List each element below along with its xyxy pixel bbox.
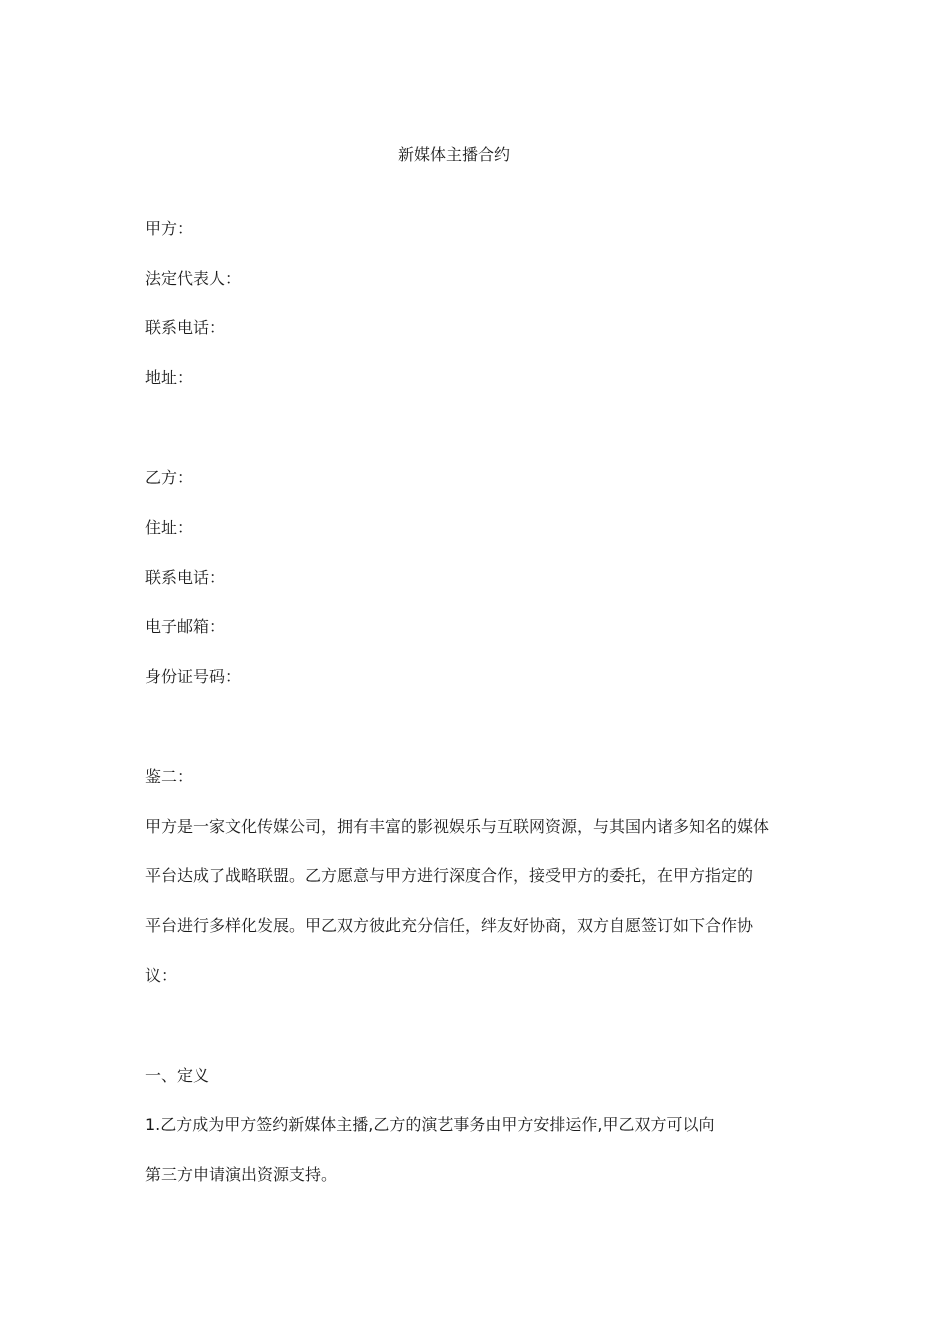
preamble-line: 平台达成了战略联盟。乙方愿意与甲方进行深度合作，接受甲方的委托，在甲方指定的 bbox=[145, 866, 754, 885]
preamble-line: 平台进行多样化发展。甲乙双方彼此充分信任，绊友好协商，双方自愿签订如下合作协 bbox=[145, 916, 754, 935]
document-title: 新媒体主播合约 bbox=[397, 145, 510, 164]
section-1-heading: 一、定义 bbox=[145, 1066, 210, 1085]
preamble-line: 甲方是一家文化传媒公司，拥有丰富的影视娱乐与互联网资源，与其国内诸多知名的媒体 bbox=[145, 817, 770, 836]
party-a-phone-label: 联系电话： bbox=[145, 318, 226, 337]
party-b-name-label: 乙方： bbox=[145, 468, 194, 487]
party-a-address-label: 地址： bbox=[145, 368, 194, 387]
party-a-name-label: 甲方： bbox=[145, 219, 194, 238]
section-1-line: 1.乙方成为甲方签约新媒体主播,乙方的演艺事务由甲方安排运作,甲乙双方可以向 bbox=[145, 1115, 715, 1134]
preamble-heading: 鉴二： bbox=[145, 767, 194, 786]
party-b-phone-label: 联系电话： bbox=[145, 568, 226, 587]
party-b-email-label: 电子邮箱： bbox=[145, 617, 226, 636]
party-a-legal-rep-label: 法定代表人： bbox=[145, 269, 242, 288]
section-1-line: 第三方申请演出资源支持。 bbox=[145, 1165, 338, 1184]
preamble-line: 议： bbox=[145, 966, 178, 985]
party-b-residence-label: 住址： bbox=[145, 518, 194, 537]
party-b-id-label: 身份证号码： bbox=[145, 667, 242, 686]
